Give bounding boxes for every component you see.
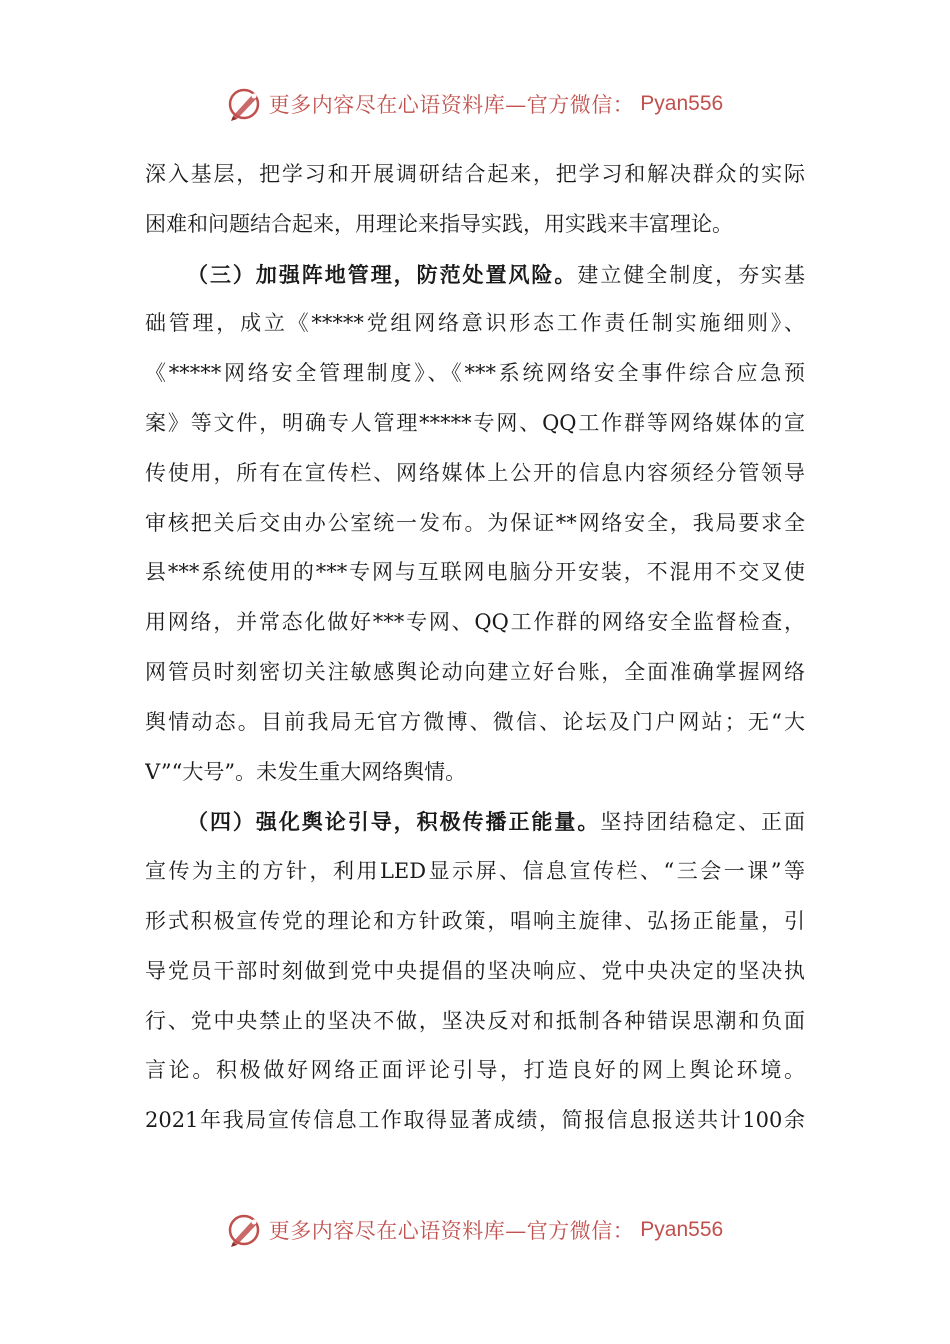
- section-3-heading: （三）加强阵地管理，防范处置风险。: [187, 261, 578, 287]
- text-line: 宣传为主的方针，利用LED显示屏、信息宣传栏、“三会一课”等: [145, 859, 805, 884]
- text-span: 建立健全制度，夯实基: [577, 262, 805, 287]
- text-span: 坚持团结稳定、正面: [600, 810, 805, 835]
- header-wechat-id: Pyan556: [640, 92, 724, 115]
- text-line: 言论。积极做好网络正面评论引导，打造良好的网上舆论环境。: [145, 1058, 805, 1083]
- section-3-first-line: [145, 250, 805, 300]
- text-line: 《*****网络安全管理制度》、《***系统网络安全事件综合应急预: [145, 361, 805, 386]
- text-line: 舆情动态。目前我局无官方微博、微信、论坛及门户网站；无“大: [145, 709, 805, 734]
- section-4-heading: （四）强化舆论引导，积极传播正能量。: [187, 809, 601, 835]
- text-line: 网管员时刻密切关注敏感舆论动向建立好台账，全面准确掌握网络: [145, 659, 805, 684]
- footer-wechat-id: Pyan556: [640, 1218, 724, 1241]
- section-4-first-line: [145, 797, 805, 847]
- text-line: 导党员干部时刻做到党中央提倡的坚决响应、党中央决定的坚决执: [145, 958, 805, 983]
- text-line: 础管理，成立《*****党组网络意识形态工作责任制实施细则》、: [145, 311, 805, 336]
- text-line: 传使用，所有在宣传栏、网络媒体上公开的信息内容须经分管领导: [145, 460, 805, 485]
- document-body: [145, 150, 805, 1146]
- header-banner: [0, 84, 950, 124]
- header-title: 更多内容尽在心语资料库—官方微信：: [268, 93, 635, 117]
- text-line: 2021年我局宣传信息工作取得显著成绩，简报信息报送共计100余: [145, 1108, 805, 1133]
- text-line: 用网络，并常态化做好***专网、QQ工作群的网络安全监督检查，: [145, 610, 805, 635]
- pen-logo-icon: [227, 86, 263, 122]
- footer-title: 更多内容尽在心语资料库—官方微信：: [268, 1219, 635, 1243]
- text-line: 形式积极宣传党的理论和方针政策，唱响主旋律、弘扬正能量，引: [145, 908, 805, 933]
- text-line: 审核把关后交由办公室统一发布。为保证**网络安全，我局要求全: [145, 510, 805, 535]
- text-line: 县***系统使用的***专网与互联网电脑分开安装，不混用不交叉使: [145, 560, 805, 585]
- footer-banner: [0, 1210, 950, 1250]
- text-line: V”“大号”。未发生重大网络舆情。: [145, 759, 467, 784]
- text-line: 案》等文件，明确专人管理*****专网、QQ工作群等网络媒体的宣: [145, 410, 805, 435]
- text-line: 困难和问题结合起来，用理论来指导实践，用实践来丰富理论。: [145, 211, 733, 236]
- text-line: 行、党中央禁止的坚决不做，坚决反对和抵制各种错误思潮和负面: [145, 1008, 805, 1033]
- text-line: 深入基层，把学习和开展调研结合起来，把学习和解决群众的实际: [145, 162, 805, 186]
- pen-logo-icon: [227, 1212, 263, 1248]
